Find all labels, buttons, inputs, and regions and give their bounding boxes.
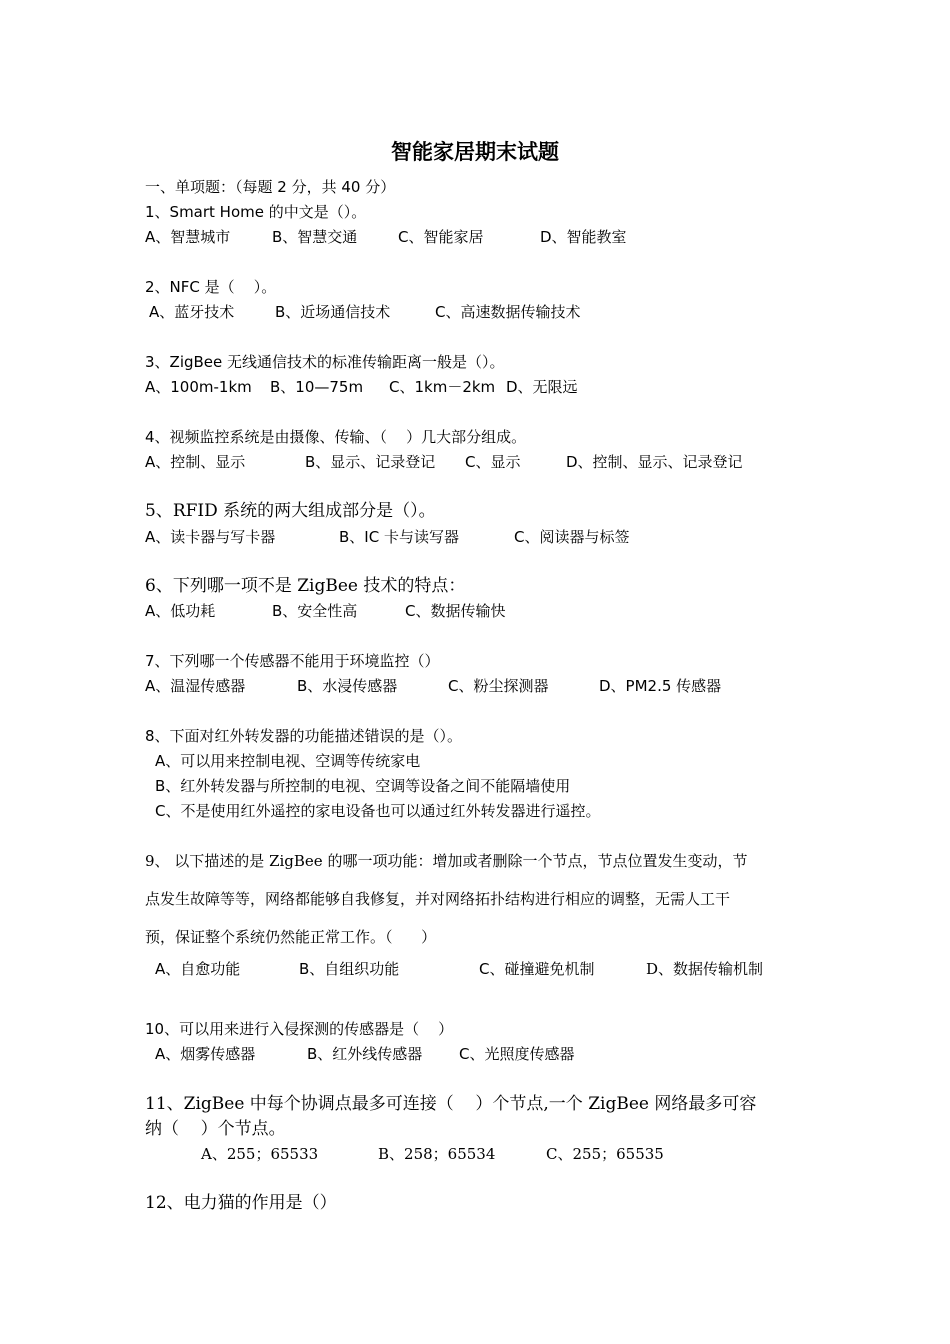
q4-option-b: B、显示、记录登记 <box>305 453 436 471</box>
q8-option-c: C、不是使用红外遥控的家电设备也可以通过红外转发器进行遥控。 <box>155 802 601 820</box>
q2-option-b: B、近场通信技术 <box>275 303 391 321</box>
q11-option-a: A、255；65533 <box>201 1145 319 1163</box>
question-11-line-2: 纳（ ）个节点。 <box>145 1119 286 1139</box>
q3-option-d: D、无限远 <box>506 378 578 396</box>
q2-option-c: C、高速数据传输技术 <box>435 303 581 321</box>
q3-option-b: B、10—75m <box>270 378 364 396</box>
q5-option-b: B、IC 卡与读写器 <box>339 528 459 546</box>
question-3: 3、ZigBee 无线通信技术的标准传输距离一般是（）。 <box>145 353 505 371</box>
q4-option-c: C、显示 <box>465 453 521 471</box>
q7-option-d: D、PM2.5 传感器 <box>599 677 722 695</box>
question-9-line-3: 预，保证整个系统仍然能正常工作。（ ） <box>145 928 437 946</box>
q1-option-d: D、智能教室 <box>540 228 627 246</box>
q7-option-b: B、水浸传感器 <box>297 677 398 695</box>
question-6: 6、下列哪一项不是 ZigBee 技术的特点： <box>145 576 466 596</box>
q6-option-a: A、低功耗 <box>145 602 216 620</box>
q9-option-b: B、自组织功能 <box>299 960 400 978</box>
q7-option-a: A、温湿传感器 <box>145 677 246 695</box>
q4-option-a: A、控制、显示 <box>145 453 246 471</box>
q6-option-b: B、安全性高 <box>272 602 358 620</box>
question-11-line-1: 11、ZigBee 中每个协调点最多可连接（ ）个节点,一个 ZigBee 网络最多可容 <box>145 1094 757 1114</box>
q5-option-a: A、读卡器与写卡器 <box>145 528 276 546</box>
q10-option-a: A、烟雾传感器 <box>155 1045 256 1063</box>
q10-option-b: B、红外线传感器 <box>307 1045 423 1063</box>
q9-option-d: D、数据传输机制 <box>646 960 764 978</box>
question-9-line-1: 9、 以下描述的是 ZigBee 的哪一项功能：增加或者删除一个节点，节点位置发生变动，节 <box>145 852 748 870</box>
question-2: 2、NFC 是（ ）。 <box>145 278 277 296</box>
question-4: 4、视频监控系统是由摄像、传输、（ ）几大部分组成。 <box>145 428 527 446</box>
q8-option-a: A、可以用来控制电视、空调等传统家电 <box>155 752 421 770</box>
q1-option-a: A、智慧城市 <box>145 228 231 246</box>
q2-option-a: A、蓝牙技术 <box>149 303 235 321</box>
q3-option-a: A、100m-1km <box>145 378 252 396</box>
q4-option-d: D、控制、显示、记录登记 <box>566 453 743 471</box>
q1-option-b: B、智慧交通 <box>272 228 358 246</box>
question-1: 1、Smart Home 的中文是（）。 <box>145 203 367 221</box>
question-7: 7、下列哪一个传感器不能用于环境监控（） <box>145 652 440 670</box>
q10-option-c: C、光照度传感器 <box>459 1045 575 1063</box>
q9-option-a: A、自愈功能 <box>155 960 241 978</box>
q6-option-c: C、数据传输快 <box>405 602 506 620</box>
document-title: 智能家居期末试题 <box>391 139 559 164</box>
q3-option-c: C、1km－2km <box>389 378 496 396</box>
question-10: 10、可以用来进行入侵探测的传感器是（ ） <box>145 1020 454 1038</box>
q11-option-c: C、255；65535 <box>546 1145 664 1163</box>
q1-option-c: C、智能家居 <box>398 228 484 246</box>
q9-option-c: C、碰撞避免机制 <box>479 960 595 978</box>
q7-option-c: C、粉尘探测器 <box>448 677 549 695</box>
question-8: 8、下面对红外转发器的功能描述错误的是（）。 <box>145 727 463 745</box>
section-heading: 一、单项题：（每题 2 分，共 40 分） <box>145 178 396 196</box>
question-9-line-2: 点发生故障等等，网络都能够自我修复，并对网络拓扑结构进行相应的调整，无需人工干 <box>145 890 731 908</box>
question-5: 5、RFID 系统的两大组成部分是（）。 <box>145 501 436 521</box>
q11-option-b: B、258；65534 <box>378 1145 496 1163</box>
question-12: 12、电力猫的作用是（） <box>145 1193 337 1213</box>
q8-option-b: B、红外转发器与所控制的电视、空调等设备之间不能隔墙使用 <box>155 777 571 795</box>
q5-option-c: C、阅读器与标签 <box>514 528 630 546</box>
